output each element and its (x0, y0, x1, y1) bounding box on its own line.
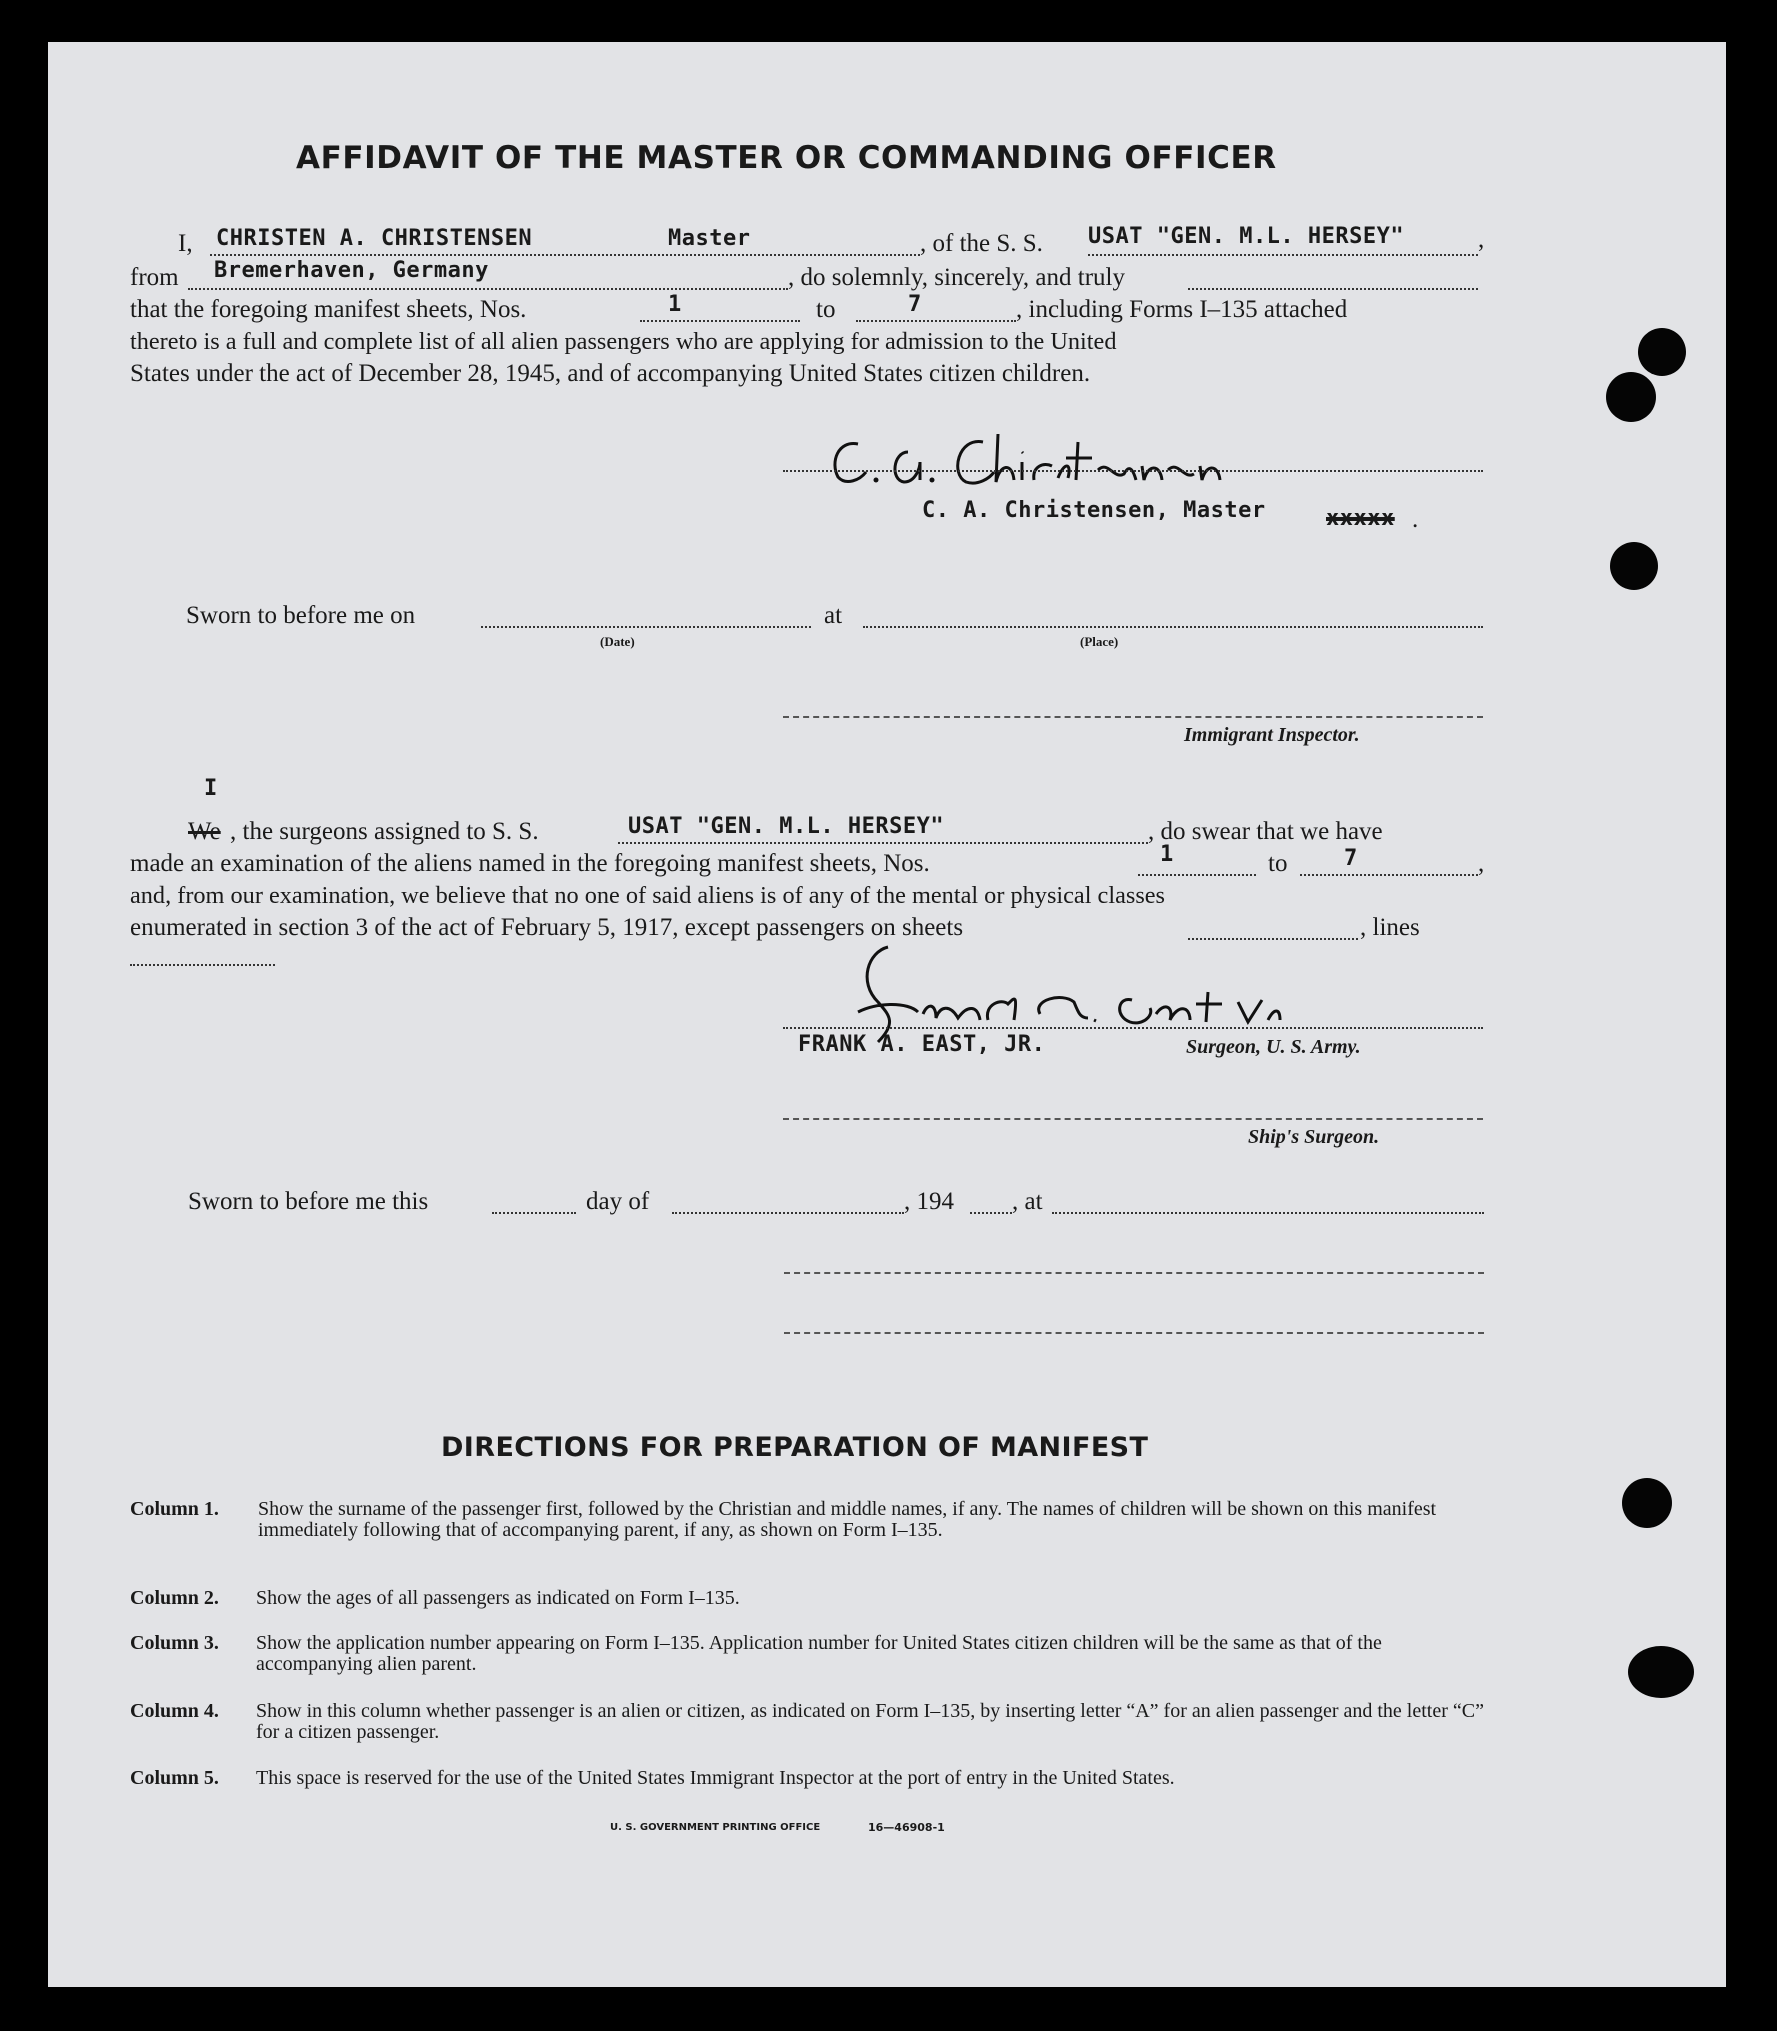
master-signature-line (783, 470, 1483, 472)
punch-hole (1606, 372, 1656, 422)
surgeon-sheet-to-field[interactable]: 7 (1344, 846, 1358, 871)
surgeon-line1-text: , the surgeons assigned to S. S. (230, 818, 539, 845)
surgeon-ship-field[interactable]: USAT "GEN. M.L. HERSEY" (628, 814, 945, 839)
affidavit-line-5: States under the act of December 28, 1945, and of accompanying United States citizen children. (130, 360, 1091, 387)
except-lines-line[interactable] (130, 964, 275, 966)
of-ss-label: , of the S. S. (920, 230, 1043, 257)
column-3-text: Show the application number appearing on Form I–135. Application number for United States citizen children will be the same as that of the accompanying alien parent. (256, 1632, 1382, 1675)
sheet-from-field[interactable]: 1 (668, 292, 682, 317)
struck-we: We (188, 818, 221, 845)
column-4-text: Show in this column whether passenger is an alien or citizen, as indicated on Form I–135, by inserting letter “A” for an alien passenger and the letter “C” for a citizen passenger. (256, 1700, 1484, 1743)
surgeon-sheet-from-line (1138, 874, 1256, 876)
at-label: at (824, 602, 843, 629)
sworn2-month-line[interactable] (672, 1212, 904, 1214)
affidavit-title: AFFIDAVIT OF THE MASTER OR COMMANDING OFFICER (296, 140, 1277, 176)
sheets-text: that the foregoing manifest sheets, Nos. (130, 296, 527, 323)
directions-title: DIRECTIONS FOR PREPARATION OF MANIFEST (441, 1432, 1149, 1463)
struck-word: xxxxx (1326, 506, 1395, 531)
column-5-text: This space is reserved for the use of the United States Immigrant Inspector at the port of entry in the United States. (256, 1767, 1175, 1789)
ship-name-field[interactable]: USAT "GEN. M.L. HERSEY" (1088, 224, 1405, 249)
column-1-text-content: Show the surname of the passenger first, followed by the Christian and middle names, if any. The names of children will be shown on this manifest immediately following that of accompanying parent, if any, as shown on Form I–135. (258, 1498, 1437, 1541)
sworn-label: Sworn to before me on (186, 602, 416, 629)
sworn2-place-line[interactable] (1052, 1212, 1484, 1214)
column-5-label: Column 5. (130, 1767, 219, 1789)
surgeon-sheet-from-field[interactable]: 1 (1160, 842, 1174, 867)
to-label: to (816, 296, 836, 323)
surgeon-sheet-to-line (1300, 874, 1478, 876)
correction-i: I (204, 776, 218, 801)
sworn2-day-line[interactable] (492, 1212, 576, 1214)
affidavit-line-4: thereto is a full and complete list of all alien passengers who are applying for admission to the United (130, 328, 1117, 355)
column-4-label: Column 4. (130, 1700, 219, 1722)
master-signature-typed: C. A. Christensen, Master (922, 498, 1266, 523)
master-title-field[interactable]: Master (668, 226, 751, 251)
surgeon-line2-end: , (1478, 850, 1485, 877)
date-caption: (Date) (600, 634, 635, 649)
printer-label: U. S. GOVERNMENT PRINTING OFFICE (610, 1822, 821, 1833)
surgeon-line4-end: , lines (1360, 914, 1420, 941)
including-text: , including Forms I–135 attached (1016, 296, 1348, 323)
form-number: 16—46908-1 (868, 1821, 945, 1834)
period: . (1412, 506, 1419, 533)
inspector-signature-line[interactable] (783, 716, 1483, 718)
from-place-field[interactable]: Bremerhaven, Germany (214, 258, 489, 283)
sworn2-label: Sworn to before me this (188, 1188, 429, 1215)
ship-field-line (1088, 254, 1478, 256)
comma: , (1478, 226, 1485, 253)
sheet-from-line (640, 320, 800, 322)
sworn2-day-of: day of (586, 1188, 650, 1215)
sworn-place-line[interactable] (863, 626, 1483, 628)
surgeon-ship-line (618, 842, 1148, 844)
master-name-field[interactable]: CHRISTEN A. CHRISTENSEN (216, 226, 533, 251)
prefix-i: I, (178, 230, 193, 257)
sworn2-at: , at (1012, 1188, 1043, 1215)
column-1-label: Column 1. (130, 1498, 219, 1520)
surgeon-to-label: to (1268, 850, 1288, 877)
sworn2-year-line[interactable] (970, 1212, 1012, 1214)
affidavit-page (48, 42, 1726, 1987)
master-name-field-line (210, 254, 920, 256)
surgeon-line3: and, from our examination, we believe that no one of said aliens is of any of the mental or physical classes (130, 882, 1166, 909)
surgeon-title: Surgeon, U. S. Army. (1186, 1036, 1361, 1058)
from-field-line (188, 288, 788, 290)
surgeon-line4-text: enumerated in section 3 of the act of February 5, 1917, except passengers on sheets (130, 914, 964, 941)
ships-surgeon-label: Ship's Surgeon. (1248, 1126, 1380, 1148)
inspector-label: Immigrant Inspector. (1184, 724, 1360, 746)
sworn2-year: , 194 (904, 1188, 954, 1215)
sworn2-signature-line-2[interactable] (784, 1332, 1484, 1334)
sworn-date-line[interactable] (481, 626, 811, 628)
master-signature-icon (808, 422, 1268, 502)
punch-hole (1622, 1478, 1672, 1528)
swear-text: , do solemnly, sincerely, and truly (788, 264, 1125, 291)
place-caption: (Place) (1080, 634, 1119, 649)
punch-hole (1628, 1646, 1694, 1698)
surgeon-name: FRANK A. EAST, JR. (798, 1032, 1046, 1057)
sheet-to-field[interactable]: 7 (908, 292, 922, 317)
column-1-text (258, 1499, 1488, 1541)
surgeon-line2-text: made an examination of the aliens named in the foregoing manifest sheets, Nos. (130, 850, 930, 877)
swear-extra-line (1188, 288, 1478, 290)
sheet-to-line (856, 320, 1016, 322)
from-label: from (130, 264, 179, 291)
punch-hole (1610, 542, 1658, 590)
except-sheets-line[interactable] (1188, 938, 1358, 940)
surgeon-line1-end: , do swear that we have (1148, 818, 1383, 845)
ships-surgeon-signature-line[interactable] (783, 1118, 1483, 1120)
column-2-text: Show the ages of all passengers as indicated on Form I–135. (256, 1587, 740, 1609)
punch-hole (1638, 328, 1686, 376)
surgeon-signature-line (783, 1027, 1483, 1029)
column-3-label: Column 3. (130, 1632, 219, 1654)
sworn2-signature-line-1[interactable] (784, 1272, 1484, 1274)
column-2-label: Column 2. (130, 1587, 219, 1609)
